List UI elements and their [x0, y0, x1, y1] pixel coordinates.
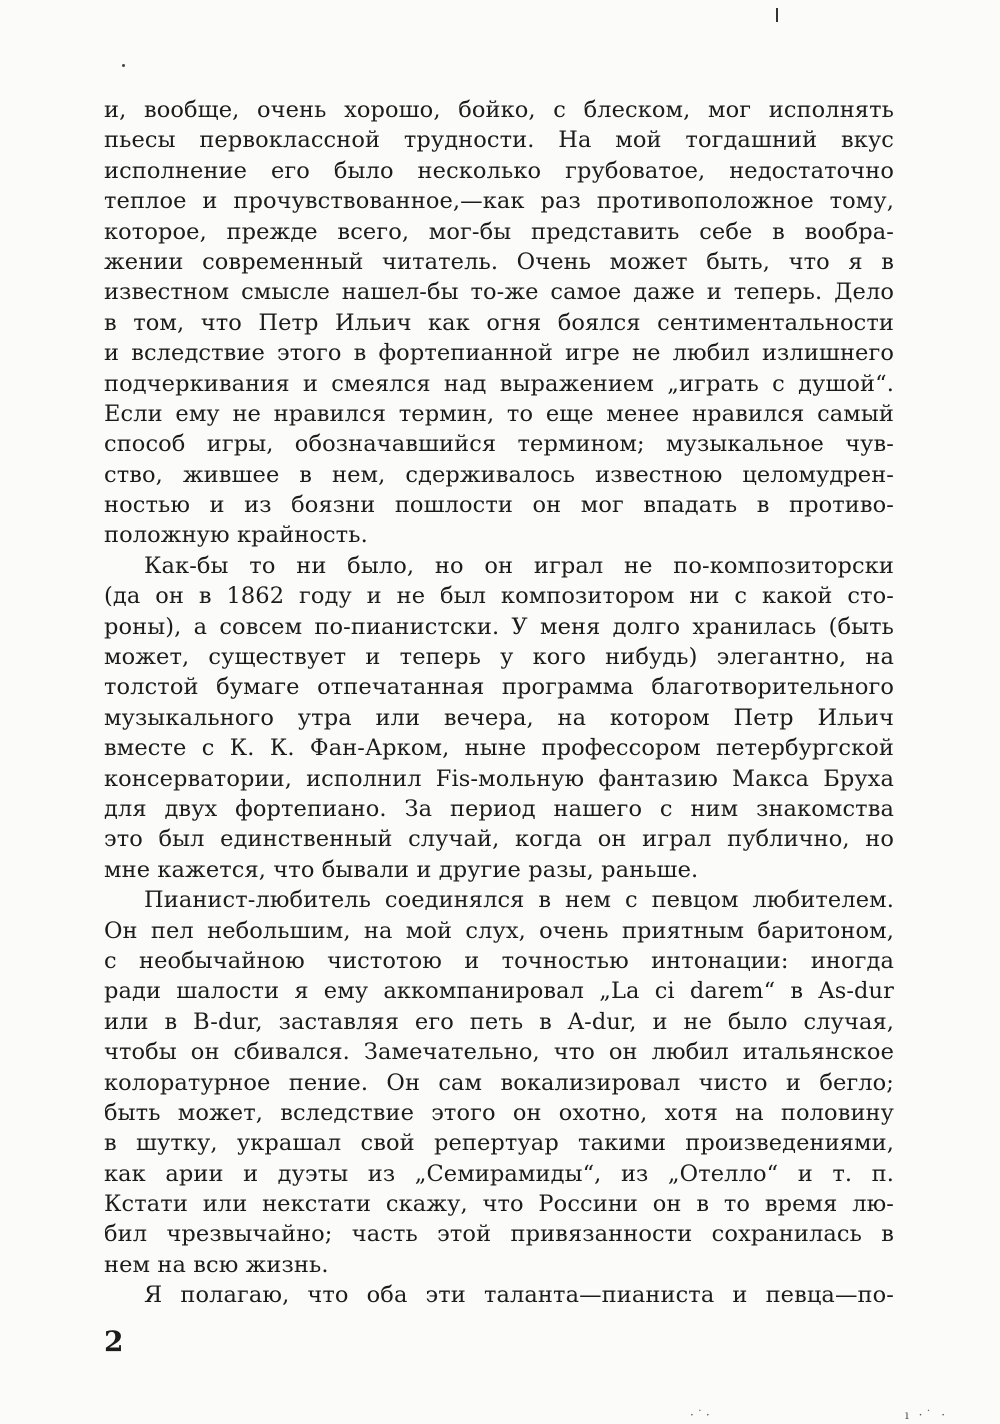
text-line: пьесы первоклассной трудности. На мой тогдашний вкус	[104, 127, 894, 154]
page-number: 2	[104, 1325, 124, 1358]
text-line: Пианист-любитель соединялся в нем с певцом любителем.	[144, 887, 894, 914]
text-line: ностью и из боязни пошлости он мог впадать в противо-	[104, 492, 894, 519]
text-line: положную крайность.	[104, 522, 368, 549]
text-line: Он пел небольшим, на мой слух, очень приятным баритоном,	[104, 917, 894, 944]
text-line: или в B-dur, заставляя его петь в A-dur, и не было случая,	[104, 1008, 894, 1035]
text-line: Если ему не нравился термин, то еще менее нравился самый	[104, 400, 894, 427]
text-line: ради шалости я ему аккомпанировал „La ci darem“ в As-dur	[104, 978, 894, 1005]
text-line: Я полагаю, что оба эти таланта—пианиста и певца—по-	[144, 1282, 894, 1309]
text-line: толстой бумаге отпечатанная программа благотворительного	[104, 674, 894, 701]
text-line: может, существует и теперь у кого нибудь) элегантно, на	[104, 644, 894, 671]
text-line: в том, что Петр Ильич как огня боялся сентиментальности	[104, 309, 894, 336]
text-line: известном смысле нашел-бы то-же самое даже и теперь. Дело	[104, 279, 894, 306]
text-line: и вследствие этого в фортепианной игре не любил излишнего	[104, 340, 894, 367]
text-line: (да он в 1862 году и не был композитором ни с какой сто-	[104, 583, 894, 610]
text-line: способ игры, обозначавшийся термином; музыкальное чув-	[104, 431, 894, 458]
text-line: мне кажется, что бывали и другие разы, раньше.	[104, 856, 699, 883]
text-line: и, вообще, очень хорошо, бойко, с блеском, мог исполнять	[104, 97, 894, 123]
text-line: это был единственный случай, когда он играл публично, но	[104, 826, 894, 853]
text-line: как арии и дуэты из „Семирамиды“, из „Отелло“ и т. п.	[104, 1160, 894, 1187]
text-line: колоратурное пение. Он сам вокализировал чисто и бегло;	[104, 1069, 894, 1096]
text-line: теплое и прочувствованное,—как раз противоположное тому,	[104, 188, 894, 215]
text-line: роны), а совсем по-пианистски. У меня долго хранилась (быть	[104, 613, 894, 640]
scan-speck: ·˙·	[690, 1408, 713, 1422]
text-line: ство, жившее в нем, сдерживалось известною целомудрен-	[104, 461, 894, 488]
text-line: нем на всю жизнь.	[104, 1251, 329, 1278]
dust-speck	[122, 64, 125, 67]
page-header-mark	[776, 8, 778, 22]
text-line: чтобы он сбивался. Замечательно, что он любил итальянское	[104, 1039, 894, 1066]
text-line: консерватории, исполнил Fis-мольную фантазию Макса Бруха	[104, 765, 894, 792]
text-line: Как-бы то ни было, но он играл не по-композиторски	[144, 552, 894, 579]
text-line: с необычайною чистотою и точностью интонации: иногда	[104, 947, 894, 974]
text-line: которое, прежде всего, мог-бы представить себе в вообра-	[104, 218, 894, 245]
text-line: вместе с К. К. Фан-Арком, ныне профессором петербургской	[104, 735, 894, 762]
text-line: исполнение его было несколько грубоватое, недостаточно	[104, 157, 894, 184]
text-line: бил чрезвычайно; часть этой привязанности сохранилась в	[104, 1221, 894, 1248]
text-line: жении современный читатель. Очень может быть, что я в	[104, 248, 894, 275]
text-line: подчеркивания и смеялся над выражением „играть с душой“.	[104, 370, 894, 397]
scan-speck: ı ·˙ ·	[905, 1408, 949, 1422]
text-line: быть может, вследствие этого он охотно, хотя на половину	[104, 1099, 894, 1126]
body-text	[104, 95, 894, 1311]
text-line: Кстати или некстати скажу, что Россини он в то время лю-	[104, 1191, 894, 1218]
text-line: в шутку, украшал свой репертуар такими произведениями,	[104, 1130, 894, 1157]
text-line: музыкального утра или вечера, на котором Петр Ильич	[104, 704, 894, 731]
text-line: для двух фортепиано. За период нашего с ним знакомства	[104, 795, 894, 822]
